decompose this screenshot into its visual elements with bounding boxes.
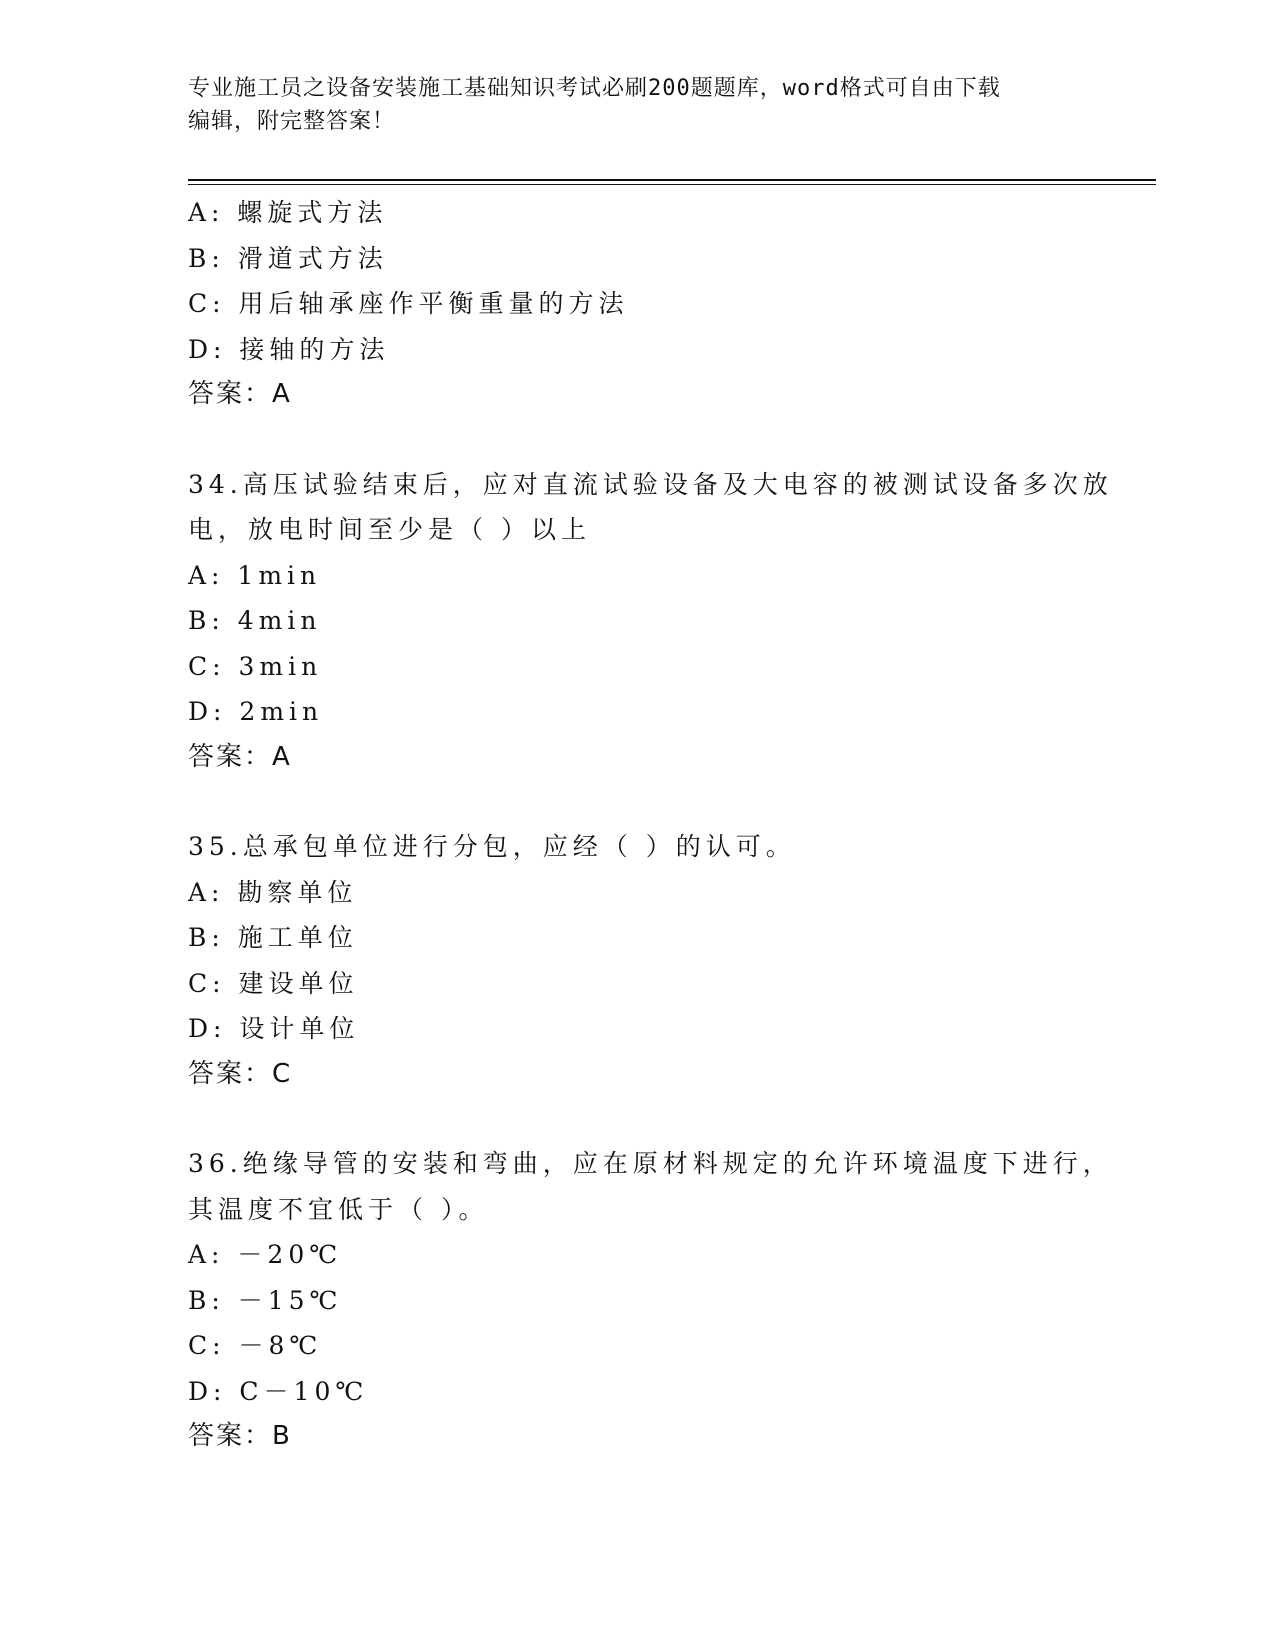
- question-block: [188, 824, 1156, 1097]
- option-d: D: 设计单位: [188, 1014, 360, 1043]
- question-block: [188, 462, 1156, 781]
- option-a: A: 螺旋式方法: [188, 198, 388, 227]
- question-spacer: [188, 780, 1156, 824]
- document-header: [188, 72, 1068, 138]
- option-a: A: 勘察单位: [188, 877, 358, 907]
- option-d: D: 接轴的方法: [188, 334, 390, 364]
- question-stem-line: 电，放电时间至少是（ ）以上: [188, 515, 591, 544]
- question-block: [188, 190, 1156, 418]
- answer-label: 答案：A: [188, 741, 292, 772]
- question-spacer: [188, 418, 1156, 462]
- answer-label: 答案：C: [188, 1058, 293, 1089]
- question-stem-line: 35.总承包单位进行分包，应经（ ）的认可。: [188, 832, 796, 861]
- question-stem-line: 34.高压试验结束后，应对直流试验设备及大电容的被测试设备多次放: [188, 469, 1113, 499]
- header-title-line-2: 编辑，附完整答案！: [188, 109, 396, 134]
- question-list: [188, 190, 1156, 1460]
- header-divider-thick: [188, 179, 1156, 181]
- option-b: B: 4min: [188, 606, 322, 635]
- question-stem-line: 其温度不宜低于（ ）。: [188, 1194, 489, 1224]
- option-a: A: －20℃: [188, 1240, 343, 1269]
- option-b: B: 施工单位: [188, 923, 358, 952]
- option-d: D: C－10℃: [188, 1376, 369, 1406]
- header-title-line-1: 专业施工员之设备安装施工基础知识考试必刷200题题库，word格式可自由下载: [188, 76, 1001, 101]
- option-a: A: 1min: [188, 560, 322, 590]
- answer-label: 答案：B: [188, 1421, 292, 1451]
- question-block: [188, 1141, 1156, 1460]
- option-b: B: －15℃: [188, 1285, 343, 1315]
- header-divider-thin: [188, 184, 1156, 185]
- option-c: C: 用后轴承座作平衡重量的方法: [188, 289, 629, 318]
- option-d: D: 2min: [188, 697, 324, 726]
- option-c: C: －8℃: [188, 1331, 323, 1360]
- answer-label: 答案：A: [188, 379, 292, 409]
- question-stem-line: 36.绝缘导管的安装和弯曲，应在原材料规定的允许环境温度下进行，: [188, 1149, 1113, 1178]
- option-c: C: 3min: [188, 651, 323, 681]
- option-b: B: 滑道式方法: [188, 243, 388, 273]
- option-c: C: 建设单位: [188, 968, 359, 998]
- question-spacer: [188, 1097, 1156, 1141]
